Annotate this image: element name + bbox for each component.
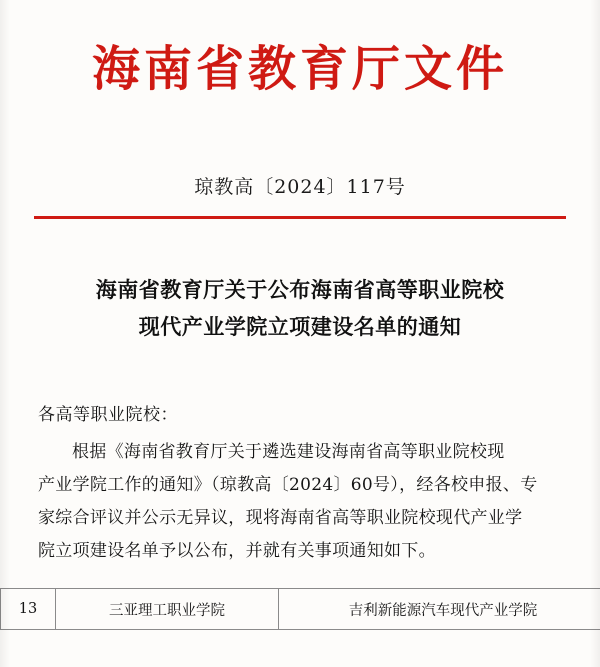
body-text — [38, 436, 578, 569]
body-paragraph-line-2: 产业学院工作的通知》（琼教高〔2024〕60号），经各校申报、专 — [38, 475, 538, 496]
document-title-line-2: 现代产业学院立项建设名单的通知 — [138, 313, 462, 339]
table-cell-index: 13 — [1, 589, 56, 630]
body-paragraph-line-1: 根据《海南省教育厅关于遴选建设海南省高等职业院校现 — [72, 442, 505, 462]
body-paragraph-line-3: 家综合评议并公示无异议，现将海南省高等职业院校现代产业学 — [38, 508, 523, 529]
masthead — [0, 42, 600, 97]
page-edge-shadow-left — [0, 0, 10, 667]
document-title — [50, 272, 550, 346]
table-cell-school: 三亚理工职业学院 — [56, 589, 279, 630]
page-edge-shadow-right — [590, 0, 600, 667]
body-paragraph-line-4: 院立项建设名单予以公布，并就有关事项通知如下。 — [38, 541, 436, 562]
table-row — [1, 589, 600, 630]
salutation: 各高等职业院校： — [38, 405, 178, 425]
table-cell-college: 吉利新能源汽车现代产业学院 — [279, 589, 600, 630]
document-number: 琼教高〔2024〕117号 — [194, 176, 406, 198]
document-title-line-1: 海南省教育厅关于公布海南省高等职业院校 — [95, 277, 505, 302]
masthead-title: 海南省教育厅文件 — [91, 41, 508, 97]
name-list-table — [0, 588, 600, 629]
red-separator-rule — [34, 216, 566, 219]
